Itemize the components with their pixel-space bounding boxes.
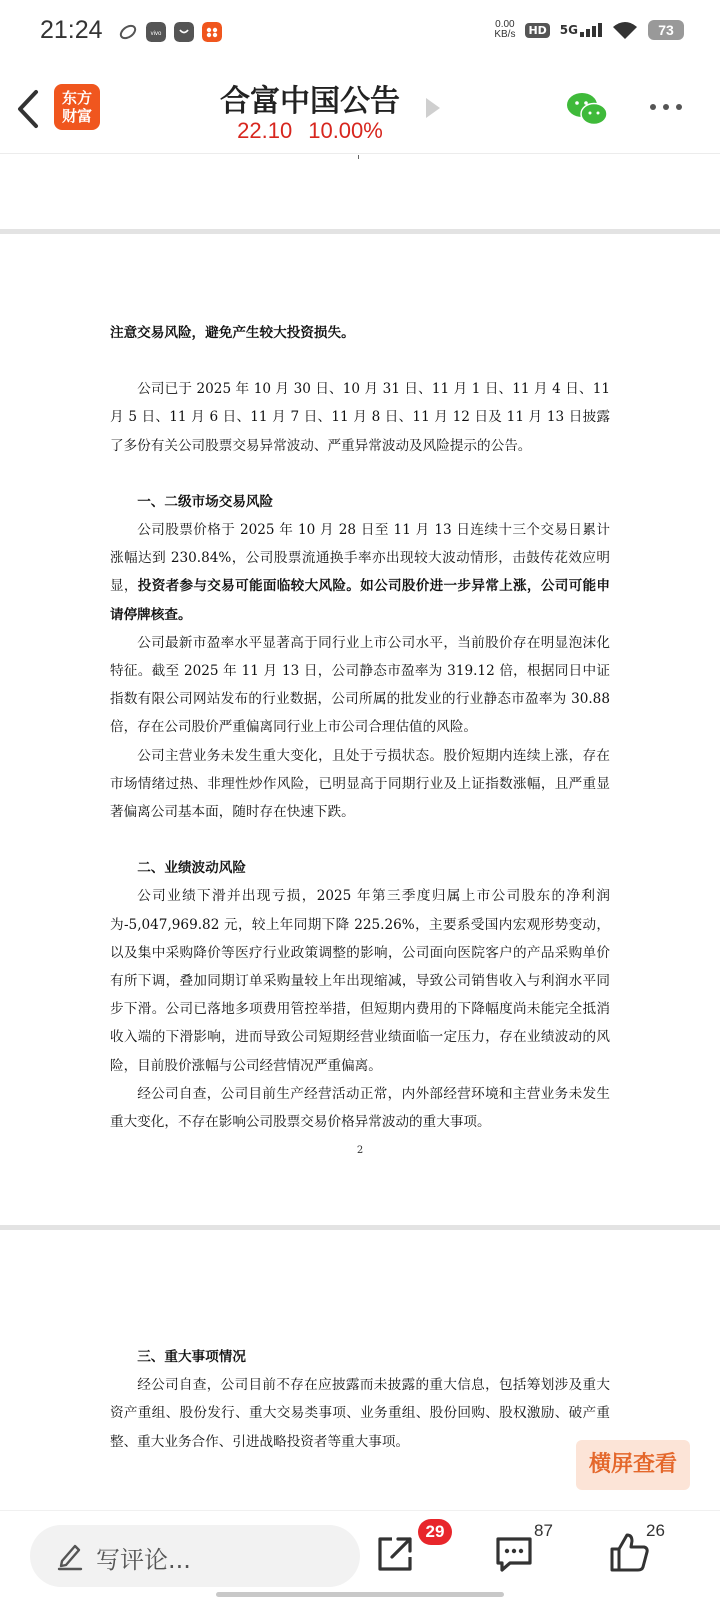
notification-icons: [118, 22, 222, 42]
back-arrow-icon[interactable]: [14, 88, 44, 130]
comment-input[interactable]: [30, 1525, 360, 1587]
wifi-icon: [612, 20, 638, 40]
pencil-icon: [56, 1541, 84, 1571]
system-indicators: [494, 20, 684, 40]
like-count: 26: [646, 1521, 665, 1540]
paragraph: 公司已于 2025 年 10 月 30 日、10 月 31 日、11 月 1 日、11 月 4 日、11 月 5 日、11 月 6 日、11 月 7 日、11 月 8 日、11 月 12 日及 11 月 13 日披露了多份有关公司股票交易异常波动、严重异常波动及风险提示的公告。: [110, 381, 610, 454]
share-count-badge: 29: [418, 1519, 452, 1545]
page-3-body: [110, 1343, 610, 1456]
paragraph: 公司业绩下滑并出现亏损，2025 年第三季度归属上市公司股东的净利润为-5,047,969.82 元，较上年同期下降 225.26%，主要系受国内宏观形势变动，以及集中采购降价等医疗行业政策调整的影响，公司面向医院客户的产品采购单价有所下调，叠加同期订单采购量较上年出现缩减，导致公司销售收入与利润水平同步下滑。公司已落地多项费用管控举措，但短期内费用的下降幅度尚未能完全抵消收入端的下滑影响，进而导致公司短期经营业绩面临一定压力，存在业绩波动的风险，目前股价涨幅与公司经营情况严重偏离。: [110, 888, 610, 1074]
comment-icon[interactable]: [492, 1531, 536, 1575]
hd-badge: HD: [525, 23, 549, 38]
page-separator: [0, 1225, 720, 1230]
paragraph: 公司主营业务未发生重大变化，且处于亏损状态。股价短期内连续上涨，存在市场情绪过热、非理性炒作风险，已明显高于同期行业及上证指数涨幅，且严重显著偏离公司基本面，随时存在快速下跌。: [110, 747, 610, 821]
section-heading: 一、二级市场交易风险: [137, 493, 274, 510]
game-icon: [202, 22, 222, 42]
signal-icon: [560, 23, 602, 37]
pdf-viewer[interactable]: [0, 155, 720, 1510]
app-logo[interactable]: 东方 财富: [54, 84, 100, 130]
svg-text:vivo: vivo: [150, 31, 162, 37]
section-heading: 三、重大事项情况: [137, 1349, 246, 1365]
more-options-icon[interactable]: [650, 104, 682, 110]
section-heading: 二、业绩波动风险: [137, 860, 246, 877]
bold-warning: 投资者参与交易可能面临较大风险。如公司股价进一步异常上涨，公司可能申请停牌核查。: [110, 578, 610, 623]
paragraph: 经公司自查，公司目前不存在应披露而未披露的重大信息，包括筹划涉及重大资产重组、股份发行、重大交易类事项、业务重组、股份回购、股权激励、破产重整、重大业务合作、引进战略投资者等重大事项。: [110, 1377, 610, 1450]
home-indicator[interactable]: [216, 1592, 504, 1597]
bottom-action-bar: [0, 1510, 720, 1600]
page-2-body: [110, 319, 610, 1136]
landscape-view-button[interactable]: 横屏查看: [576, 1440, 690, 1490]
wechat-share-icon[interactable]: [566, 92, 608, 126]
page-number: 2: [356, 1145, 364, 1156]
stock-price: 22.10: [237, 118, 293, 143]
paragraph: 公司股票价格于 2025 年 10 月 28 日至 11 月 13 日连续十三个交易日累计涨幅达到 230.84%，公司股票流通换手率亦出现较大波动情形，击鼓传花效应明显，投资者参与交易可能面临较大风险。如公司股价进一步异常上涨，公司可能申请停牌核查。: [110, 522, 610, 623]
page-separator: [0, 229, 720, 234]
stock-change: 10.00%: [308, 118, 383, 143]
sync-icon: [118, 22, 138, 42]
comment-count: 87: [534, 1521, 553, 1540]
status-bar: [0, 0, 720, 64]
comment-placeholder: 写评论...: [96, 1546, 191, 1574]
stock-quote[interactable]: [200, 118, 420, 144]
crop-mark: [358, 155, 359, 159]
clock: 21:24: [40, 16, 103, 44]
top-nav-bar: [0, 66, 720, 154]
bag-icon: [174, 22, 194, 42]
page-title[interactable]: 合富中国公告: [220, 84, 400, 119]
expand-triangle-icon[interactable]: [426, 98, 440, 118]
paragraph: 公司最新市盈率水平显著高于同行业上市公司水平，当前股价存在明显泡沫化特征。截至 2025 年 11 月 13 日，公司静态市盈率为 319.12 倍，根据同日中证指数有限公司网站发布的行业数据，公司所属的批发业的行业静态市盈率为 30.88 倍，存在公司股价严重偏离同行业上市公司合理估值的风险。: [110, 634, 610, 736]
network-speed: 0.00 KB/s: [494, 19, 516, 40]
share-icon[interactable]: [374, 1531, 418, 1575]
network-type: 5G: [559, 23, 578, 37]
risk-warning: 注意交易风险，避免产生较大投资损失。: [110, 325, 355, 341]
vivo-icon: [146, 22, 166, 42]
paragraph: 经公司自查，公司目前生产经营活动正常，内外部经营环境和主营业务未发生重大变化，不存在影响公司股票交易价格异常波动的重大事项。: [110, 1085, 610, 1131]
battery-icon: 73: [648, 20, 684, 40]
